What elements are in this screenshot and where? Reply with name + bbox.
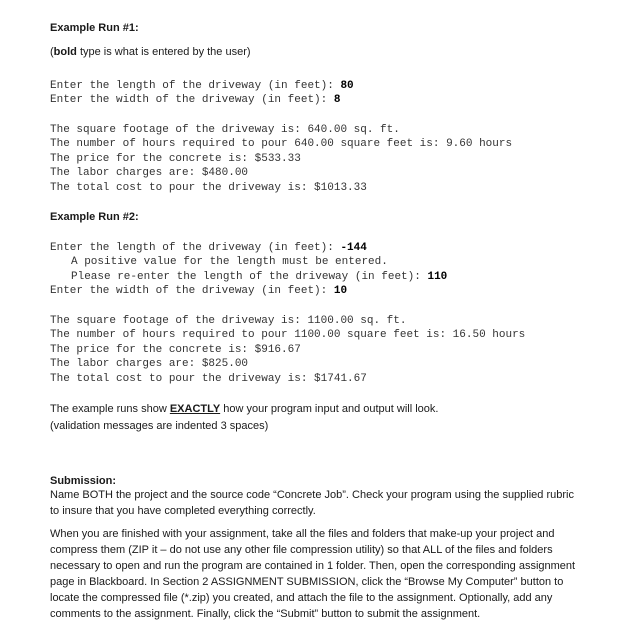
submission-heading: Submission: [50,475,117,487]
run1-output-block [50,123,512,195]
run1-out-labor: The labor charges are: $480.00 [50,167,249,180]
run1-input-width: 8 [333,94,341,107]
notes-line-exactly [50,401,438,417]
run1-heading: Example Run #1: [50,22,139,34]
run1-note-open: ( [50,46,54,58]
run2-input-length: -144 [340,242,367,254]
run2-out-total: The total cost to pour the driveway is: $1741.67 [50,372,367,385]
run2-reenter-line [50,270,447,284]
submission-paragraph-1: Name BOTH the project and the source code “Concrete Job”. Check your program using the supplied rubric to insure that you have completed everything correctly. [50,489,574,517]
run1-out-square: The square footage of the driveway is: 640.00 sq. ft. [50,124,400,136]
run2-out-labor: The labor charges are: $825.00 [50,358,249,371]
run1-prompt-width-line [50,93,354,107]
run2-input-block [50,241,447,299]
run2-input-reenter: 110 [427,270,448,283]
run1-out-price: The price for the concrete is: $533.33 [50,152,301,165]
run2-out-price: The price for the concrete is: $916.67 [50,343,301,356]
run2-prompt-length: Enter the length of the driveway (in feet): [50,242,341,254]
notes-line1-pre: The example runs show [50,403,170,415]
notes-line1-emphasis: EXACTLY [169,403,221,415]
run2-output-block [50,314,525,386]
run1-note-rest: type is what is entered by the user) [76,46,251,58]
run2-reenter-prompt: Please re-enter the length of the driveway (in feet): [71,270,428,283]
run1-input-block [50,79,354,108]
run1-note [50,44,251,60]
run2-heading: Example Run #2: [50,211,139,223]
notes-line1-post: how your program input and output will look. [220,403,439,415]
run2-prompt-width-line [50,284,447,298]
run1-out-hours: The number of hours required to pour 640.00 square feet is: 9.60 hours [50,138,513,151]
run1-input-length: 80 [340,80,354,92]
run1-prompt-width: Enter the width of the driveway (in feet): [50,94,334,107]
submission-paragraph-2: When you are finished with your assignment, take all the files and folders that make-up your project and compress them (ZIP it – do not use any other file compression utility) so that ALL of the files and folders necessary to open and run the program are contained in 1 folder. Then, open the corresponding assignment page in Blackboard. In Section 2 ASSIGNMENT SUBMISSION, click the “Browse My Computer” button to locate the compressed file (*.zip) you created, and attach the file to the assignment. Optionally, add any comments to the assignment. Finally, click the “Submit” button to submit the assignment. [50,528,576,620]
run1-out-total: The total cost to pour the driveway is: $1013.33 [50,181,367,194]
run2-prompt-width: Enter the width of the driveway (in feet): [50,285,334,298]
run1-note-bold: bold [53,46,77,58]
run1-prompt-length-line [50,79,354,93]
run1-prompt-length: Enter the length of the driveway (in feet): [50,80,341,92]
run2-input-width: 10 [333,285,348,298]
notes-line-validation: (validation messages are indented 3 spaces) [50,420,269,432]
run2-prompt-length-line [50,241,447,255]
run2-out-hours: The number of hours required to pour 1100.00 square feet is: 16.50 hours [50,329,526,342]
run2-validation-message: A positive value for the length must be entered. [71,256,388,269]
run2-out-square: The square footage of the driveway is: 1100.00 sq. ft. [50,315,407,327]
